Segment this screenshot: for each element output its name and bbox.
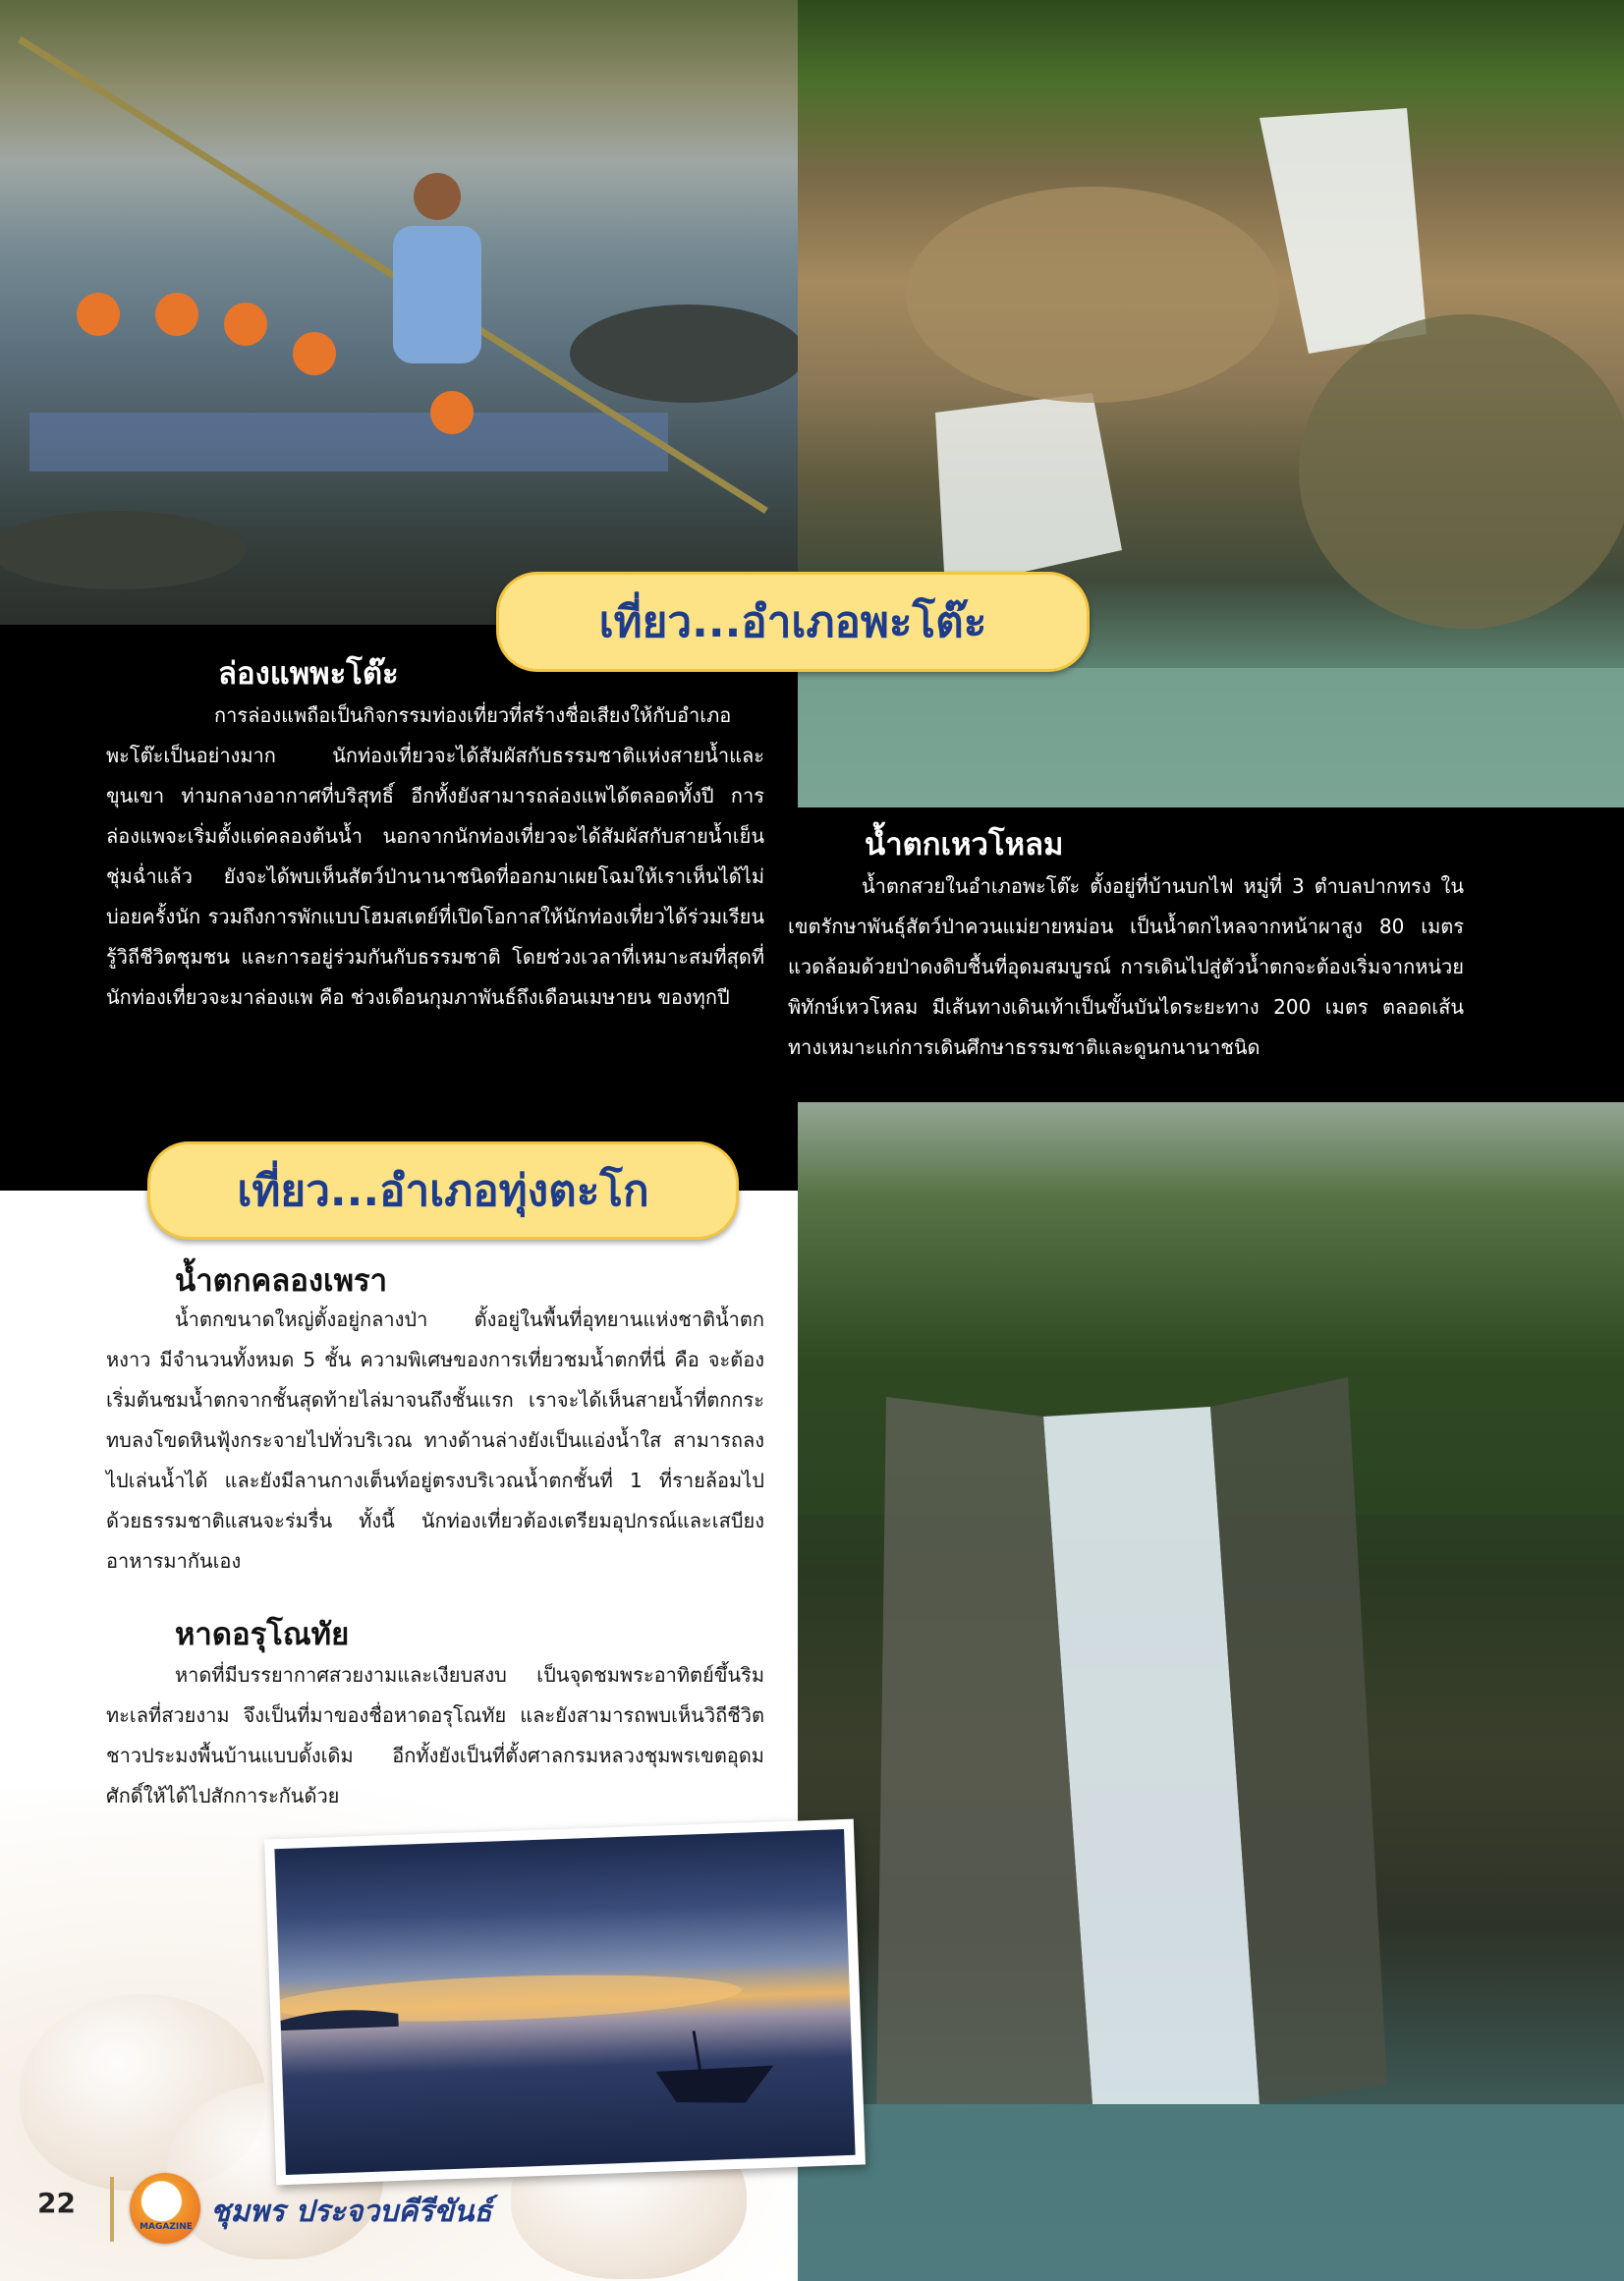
haew-lom-waterfall-photo xyxy=(798,0,1624,807)
rafting-body: การล่องแพถือเป็นกิจกรรมท่องเที่ยวที่สร้างชื่อเสียงให้กับอำเภอพะโต๊ะเป็นอย่างมาก นักท่องเที่ยวจะได้สัมผัสกับธรรมชาติแห่งสายน้ำและขุนเขา ท่ามกลางอากาศที่บริสุทธิ์ อีกทั้งยังสามารถล่องแพได้ตลอดทั้งปี การล่องแพจะเริ่มตั้งแต่คลองต้นน้ำ นอกจากนักท่องเที่ยวจะได้สัมผัสกับสายน้ำเย็นชุ่มฉ่ำแล้ว ยังจะได้พบเห็นสัตว์ป่านานาชนิดที่ออกมาเผยโฉมให้เราเห็นได้ไม่บ่อยครั้งนัก รวมถึงการพักแบบโฮมสเตย์ที่เปิดโอกาสให้นักท่องเที่ยวได้ร่วมเรียนรู้วิถีชีวิตชุมชน และการอยู่ร่วมกันกับธรรมชาติ โดยช่วงเวลาที่เหมาะสมที่สุดที่นักท่องเที่ยวจะมาล่องแพ คือ ช่วงเดือนกุมภาพันธ์ถึงเดือนเมษายน ของทุกปี xyxy=(106,703,764,1009)
rafting-photo xyxy=(0,0,798,625)
banner-pato xyxy=(496,572,1090,672)
arunothai-beach-body: หาดที่มีบรรยากาศสวยงามและเงียบสงบ เป็นจุดชมพระอาทิตย์ขึ้นริมทะเลที่สวยงาม จึงเป็นที่มาของชื่อหาดอรุโณทัย และยังสามารถพบเห็นวิถีชีวิตชาวประมงพื้นบ้านแบบดั้งเดิม อีกทั้งยังเป็นที่ตั้งศาลกรมหลวงชุมพรเขตอุดมศักดิ์ให้ได้ไปสักการะกันด้วย xyxy=(106,1663,764,1808)
heading-khlong-phrao: น้ำตกคลองเพรา xyxy=(175,1263,388,1299)
arunothai-beach-photo xyxy=(264,1819,866,2186)
khlong-phrao-body: น้ำตกขนาดใหญ่ตั้งอยู่กลางป่า ตั้งอยู่ในพื้นที่อุทยานแห่งชาติน้ำตกหงาว มีจำนวนทั้งหมด 5 ชั้น ความพิเศษของการเที่ยวชมน้ำตกที่นี่ คือ จะต้องเริ่มต้นชมน้ำตกจากชั้นสุดท้ายไล่มาจนถึงชั้นแรก เราจะได้เห็นสายน้ำที่ตกกระทบลงโขดหินฟุ้งกระจายไปทั่วบริเวณ ทางด้านล่างยังเป็นแอ่งน้ำใส สามารถลงไปเล่นน้ำได้ และยังมีลานกางเต็นท์อยู่ตรงบริเวณน้ำตกชั้นที่ 1 ที่รายล้อมไปด้วยธรรมชาติแสนจะร่มรื่น ทั้งนี้ นักท่องเที่ยวต้องเตรียมอุปกรณ์และเสบียงอาหารมากันเอง xyxy=(106,1307,764,1573)
footer-divider xyxy=(110,2177,114,2242)
banner-pato-text: เที่ยว...อำเภอพะโต๊ะ xyxy=(598,597,987,647)
heading-arunothai-beach: หาดอรุโณทัย xyxy=(175,1617,350,1652)
banner-thung-tako-text: เที่ยว...อำเภอทุ่งตะโก xyxy=(237,1166,649,1216)
beach-photo-art xyxy=(274,1829,855,2175)
heading-haew-lom: น้ำตกเหวโหลม xyxy=(865,827,1064,862)
rafting-photo-art xyxy=(0,0,798,625)
magazine-logo-label: MAGAZINE xyxy=(140,2222,193,2232)
magazine-title: ชุมพร ประจวบคีรีขันธ์ xyxy=(210,2195,492,2229)
heading-rafting: ล่องแพพะโต๊ะ xyxy=(218,656,399,692)
magazine-logo xyxy=(130,2173,200,2244)
khlong-phrao-waterfall-photo xyxy=(798,1102,1624,2281)
beach-photo-image xyxy=(274,1829,855,2175)
haew-lom-body: น้ำตกสวยในอำเภอพะโต๊ะ ตั้งอยู่ที่บ้านบกไฟ หมู่ที่ 3 ตำบลปากทรง ในเขตรักษาพันธุ์สัตว์ป่าควนแม่ยายหม่อน เป็นน้ำตกไหลจากหน้าผาสูง 80 เมตร แวดล้อมด้วยป่าดงดิบชื้นที่อุดมสมบูรณ์ การเดินไปสู่ตัวน้ำตกจะต้องเริ่มจากหน่วยพิทักษ์เหวโหลม มีเส้นทางเดินเท้าเป็นขั้นบันไดระยะทาง 200 เมตร ตลอดเส้นทางเหมาะแก่การเดินศึกษาธรรมชาติและดูนกนานาชนิด xyxy=(788,874,1464,1059)
banner-thung-tako xyxy=(147,1141,739,1240)
haew-lom-waterfall-art xyxy=(798,0,1624,807)
khlong-phrao-waterfall-art xyxy=(798,1102,1624,2281)
page-number: 22 xyxy=(37,2187,76,2219)
